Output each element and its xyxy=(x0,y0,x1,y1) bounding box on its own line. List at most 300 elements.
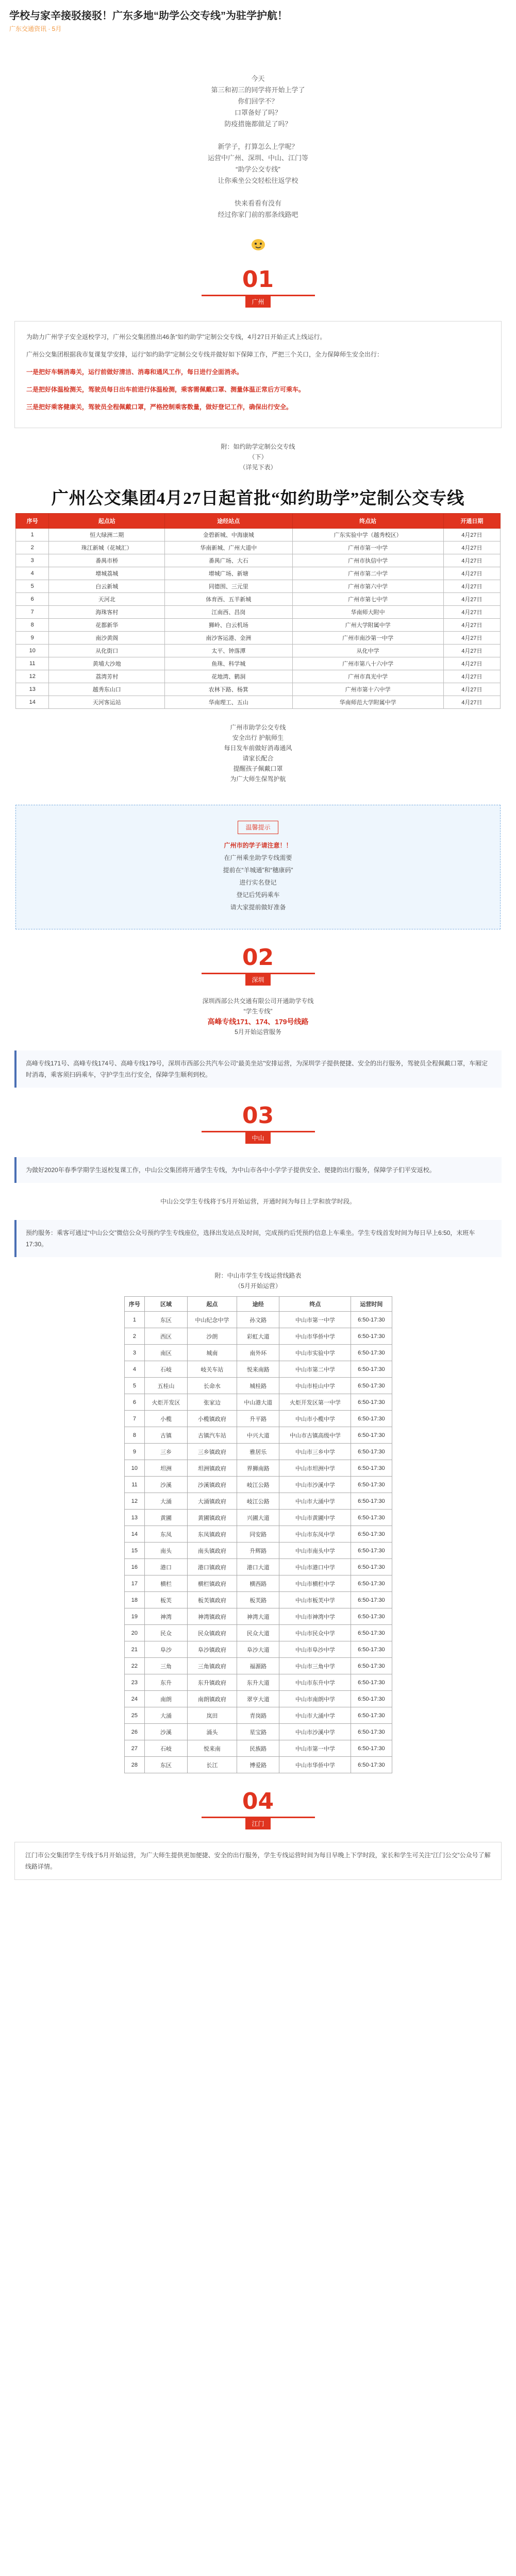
table-row xyxy=(16,657,501,670)
table-cell: 中山市小榄中学 xyxy=(279,1411,351,1427)
table-cell: 岐关车站 xyxy=(187,1361,237,1378)
table-cell: 小榄 xyxy=(145,1411,187,1427)
table-cell: 黄圃 xyxy=(145,1510,187,1526)
table-row xyxy=(124,1740,392,1757)
jiangmen-box: 江门市公交集团学生专线于5月开始运营，为广大师生提供更加便捷、安全的出行服务，学生专线运营时间为每日早晚上下学时段，家长和学生可关注“江门公交”公众号了解线路详情。 xyxy=(14,1842,502,1880)
table-row xyxy=(16,645,501,657)
table-cell: 中山市沙溪中学 xyxy=(279,1477,351,1493)
table-cell: 横栏镇政府 xyxy=(187,1575,237,1592)
text-line: 广州市助学公交专线 xyxy=(230,724,286,731)
section-02-header xyxy=(0,945,516,986)
column-header: 起点站 xyxy=(49,514,165,529)
table-cell: 从化中学 xyxy=(292,645,443,657)
table-cell: 悦来南 xyxy=(187,1740,237,1757)
table-cell: 6:50-17:30 xyxy=(351,1312,392,1328)
table-cell: 民众 xyxy=(145,1625,187,1641)
table-cell: 华南师大附中 xyxy=(292,606,443,619)
table-row xyxy=(124,1378,392,1394)
section-divider xyxy=(202,295,315,296)
table-cell: 广州市第七中学 xyxy=(292,593,443,606)
table-cell: 华南理工、五山 xyxy=(165,696,292,709)
table-cell: 7 xyxy=(124,1411,145,1427)
table-cell: 5 xyxy=(16,580,49,593)
table-cell: 中山市神湾中学 xyxy=(279,1608,351,1625)
table-cell: 翠亨大道 xyxy=(237,1691,279,1707)
table-cell: 中山市港口中学 xyxy=(279,1559,351,1575)
table-cell: 13 xyxy=(124,1510,145,1526)
table-cell: 海珠客村 xyxy=(49,606,165,619)
text-line: 安全出行 护航师生 xyxy=(232,734,284,741)
column-header: 途经 xyxy=(237,1297,279,1312)
table-cell: 升辉路 xyxy=(237,1543,279,1559)
table-cell: 中山市实验中学 xyxy=(279,1345,351,1361)
table-cell: 天河北 xyxy=(49,593,165,606)
table-cell: 广州市执信中学 xyxy=(292,554,443,567)
table-cell: 板芙 xyxy=(145,1592,187,1608)
table-cell: 6:50-17:30 xyxy=(351,1625,392,1641)
table-cell: 彩虹大道 xyxy=(237,1328,279,1345)
table-cell: 6:50-17:30 xyxy=(351,1641,392,1658)
table-cell: 4月27日 xyxy=(443,619,500,632)
table-cell: 港口 xyxy=(145,1559,187,1575)
table-cell: 6:50-17:30 xyxy=(351,1526,392,1543)
table-row xyxy=(124,1394,392,1411)
table-row xyxy=(124,1427,392,1444)
table-cell: 中山纪念中学 xyxy=(187,1312,237,1328)
table-cell: 港口镇政府 xyxy=(187,1559,237,1575)
table-cell: 6:50-17:30 xyxy=(351,1361,392,1378)
table-cell: 5 xyxy=(124,1378,145,1394)
table-cell: 2 xyxy=(16,541,49,554)
table-cell: 24 xyxy=(124,1691,145,1707)
table-cell: 广州市南沙第一中学 xyxy=(292,632,443,645)
table-cell: 沙朗 xyxy=(187,1328,237,1345)
table-row xyxy=(124,1444,392,1460)
table-cell: 28 xyxy=(124,1757,145,1773)
guangzhou-intro-box xyxy=(14,321,502,428)
table-cell: 荔湾芳村 xyxy=(49,670,165,683)
guangzhou-route-table xyxy=(15,513,501,709)
text-line: （详见下表） xyxy=(239,464,277,471)
table-cell: 东凤 xyxy=(145,1526,187,1543)
table-cell: 中山市三乡中学 xyxy=(279,1444,351,1460)
table-cell: 14 xyxy=(16,696,49,709)
table-cell: 中山市三角中学 xyxy=(279,1658,351,1674)
table-cell: 东区 xyxy=(145,1312,187,1328)
table-cell: 阜沙 xyxy=(145,1641,187,1658)
table-cell: 11 xyxy=(16,657,49,670)
table-cell: 6:50-17:30 xyxy=(351,1559,392,1575)
table-cell: 1 xyxy=(124,1312,145,1328)
table-cell: 五桂山 xyxy=(145,1378,187,1394)
shenzhen-lines xyxy=(0,996,516,1037)
table-cell: 神湾 xyxy=(145,1608,187,1625)
table-cell: 狮岭、白云机场 xyxy=(165,619,292,632)
table-cell: 4 xyxy=(16,567,49,580)
text-line: 为广大师生保驾护航 xyxy=(230,775,286,783)
table-cell: 广州市第十六中学 xyxy=(292,683,443,696)
table-cell: 中山市华侨中学 xyxy=(279,1757,351,1773)
table-cell: 中山港大道 xyxy=(237,1394,279,1411)
table-row xyxy=(124,1543,392,1559)
table-cell: 岚田 xyxy=(187,1707,237,1724)
intro-line: 新学子，打算怎么上学呢？ xyxy=(218,143,298,150)
table-row xyxy=(124,1575,392,1592)
table-cell: 中山市南朗中学 xyxy=(279,1691,351,1707)
table-row xyxy=(124,1691,392,1707)
table-cell: 悦来南路 xyxy=(237,1361,279,1378)
text-line: “学生专线” xyxy=(243,1008,273,1015)
table-cell: 板芙路 xyxy=(237,1592,279,1608)
table-cell: 21 xyxy=(124,1641,145,1658)
table-cell: 番禺市桥 xyxy=(49,554,165,567)
table-cell: 6:50-17:30 xyxy=(351,1510,392,1526)
table-cell: 沙溪 xyxy=(145,1724,187,1740)
table-row xyxy=(16,529,501,541)
section-number: 03 xyxy=(242,1103,274,1129)
table-cell: 火炬开发区第一中学 xyxy=(279,1394,351,1411)
table-cell: 金碧新城、中海康城 xyxy=(165,529,292,541)
table-cell: 6:50-17:30 xyxy=(351,1394,392,1411)
table-cell: 增城广场、新塘 xyxy=(165,567,292,580)
table-cell: 南区 xyxy=(145,1345,187,1361)
table-cell: 横栏 xyxy=(145,1575,187,1592)
intro-line xyxy=(0,130,516,141)
table-cell: 长江 xyxy=(187,1757,237,1773)
table-cell: 6:50-17:30 xyxy=(351,1592,392,1608)
table-row xyxy=(16,541,501,554)
intro-line: 第三和初三的同学将开始上学了 xyxy=(211,86,305,94)
table-cell: 4月27日 xyxy=(443,657,500,670)
table-cell: 6:50-17:30 xyxy=(351,1345,392,1361)
notice-line: 进行实名登记 xyxy=(239,879,277,886)
text-highlight: 高峰专线171、174、179号线路 xyxy=(207,1018,309,1026)
table-cell: 广州市第二中学 xyxy=(292,567,443,580)
table-row xyxy=(124,1493,392,1510)
section-tag: 中山 xyxy=(245,1132,270,1144)
table-cell: 华南新城、广州大道中 xyxy=(165,541,292,554)
section-number: 04 xyxy=(242,1788,274,1815)
column-header: 途经站点 xyxy=(165,514,292,529)
table-cell: 沙溪 xyxy=(145,1477,187,1493)
table-cell: 广州市第八十六中学 xyxy=(292,657,443,670)
table-cell: 6:50-17:30 xyxy=(351,1543,392,1559)
table-cell: 岐江公路 xyxy=(237,1493,279,1510)
table-cell: 4月27日 xyxy=(443,529,500,541)
table-row xyxy=(124,1477,392,1493)
notice-line: 登记后凭码乘车 xyxy=(236,891,280,899)
text-line: 5月开始运营服务 xyxy=(235,1028,281,1036)
table-cell: 25 xyxy=(124,1707,145,1724)
table-cell: 4月27日 xyxy=(443,606,500,619)
zhongshan-box-1: 为做好2020年春季学期学生返校复课工作，中山公交集团将开通学生专线，为中山市各中小学学子提供安全、便捷的出行服务，保障学子们平安返校。 xyxy=(14,1157,502,1183)
table-cell: 中山市第一中学 xyxy=(279,1740,351,1757)
table-row xyxy=(16,632,501,645)
table-cell: 18 xyxy=(124,1592,145,1608)
table-cell: 花地湾、鹤洞 xyxy=(165,670,292,683)
notice-line: 广州市的学子请注意！！ xyxy=(224,842,292,849)
zhongshan-box-2: 中山公交学生专线将于5月开始运营，开通时间为每日上学和放学时段。 xyxy=(160,1198,356,1205)
section-01-header xyxy=(0,267,516,308)
intro-line: 你们回学不？ xyxy=(238,97,278,105)
table-cell: 中山市东升中学 xyxy=(279,1674,351,1691)
mascot-icon xyxy=(249,236,267,251)
intro-line: 快来看看有没有 xyxy=(234,199,281,207)
table-cell: 沙溪镇政府 xyxy=(187,1477,237,1493)
table-cell: 石岐 xyxy=(145,1740,187,1757)
table-cell: 8 xyxy=(16,619,49,632)
notice-line: 提前在“羊城通”和“穗康码” xyxy=(223,867,293,874)
table-cell: 27 xyxy=(124,1740,145,1757)
table-cell: 中山市阜沙中学 xyxy=(279,1641,351,1658)
article-title: 学校与家辛接驳接驳！广东多地“助学公交专线”为驻学护航！ xyxy=(9,10,288,22)
table-cell: 广州市第六中学 xyxy=(292,580,443,593)
table-cell: 6:50-17:30 xyxy=(351,1460,392,1477)
table-cell: 三角镇政府 xyxy=(187,1658,237,1674)
notice-box xyxy=(15,805,501,929)
table-cell: 体育西、五羊新城 xyxy=(165,593,292,606)
shenzhen-box: 高峰专线171号、高峰专线174号、高峰专线179号，深圳市西部公共汽车公司“最美坐站”安排运营，为深圳学子提供便捷、安全的出行服务，驾驶员全程佩戴口罩，车厢定时消毒，乘客须扫码乘车，守护学生出行安全，保障学生顺利到校。 xyxy=(14,1050,502,1088)
table-cell: 南头 xyxy=(145,1543,187,1559)
table-cell: 三乡镇政府 xyxy=(187,1444,237,1460)
table-cell: 6:50-17:30 xyxy=(351,1691,392,1707)
table-cell: 华南师范大学附属中学 xyxy=(292,696,443,709)
table-row xyxy=(124,1674,392,1691)
table-cell: 同安路 xyxy=(237,1526,279,1543)
table-cell: 西区 xyxy=(145,1328,187,1345)
table-cell: 大涌 xyxy=(145,1493,187,1510)
table-cell: 6:50-17:30 xyxy=(351,1674,392,1691)
table-cell: 三乡 xyxy=(145,1444,187,1460)
table-cell: 6:50-17:30 xyxy=(351,1328,392,1345)
table-cell: 9 xyxy=(124,1444,145,1460)
table-cell: 广州市第一中学 xyxy=(292,541,443,554)
table-row xyxy=(16,670,501,683)
column-header: 开通日期 xyxy=(443,514,500,529)
table-cell: 13 xyxy=(16,683,49,696)
table-cell: 6:50-17:30 xyxy=(351,1493,392,1510)
table-row xyxy=(124,1707,392,1724)
table-cell: 4月27日 xyxy=(443,580,500,593)
table-cell: 6:50-17:30 xyxy=(351,1411,392,1427)
text-line: 提醒孩子佩戴口罩 xyxy=(233,765,283,772)
table-cell: 中山市横栏中学 xyxy=(279,1575,351,1592)
intro-line: 经过你家门前的那条线路吧 xyxy=(218,211,298,218)
table-cell: 博爱路 xyxy=(237,1757,279,1773)
zhongshan-table-title xyxy=(0,1270,516,1291)
table-cell: 6:50-17:30 xyxy=(351,1575,392,1592)
table-cell: 4月27日 xyxy=(443,645,500,657)
section-tag: 深圳 xyxy=(245,974,270,986)
table-row xyxy=(16,554,501,567)
intro-line: 今天 xyxy=(251,75,265,82)
table-cell: 南朗镇政府 xyxy=(187,1691,237,1707)
table-cell: 横西路 xyxy=(237,1575,279,1592)
article-meta[interactable]: 广东交通资讯 · 5月 xyxy=(9,25,62,32)
table-row xyxy=(124,1460,392,1477)
table-cell: 20 xyxy=(124,1625,145,1641)
table-row xyxy=(124,1312,392,1328)
table-cell: 4月27日 xyxy=(443,683,500,696)
table-row xyxy=(124,1724,392,1740)
section-number: 02 xyxy=(242,944,274,971)
table-row xyxy=(16,593,501,606)
table-cell: 中山市东凤中学 xyxy=(279,1526,351,1543)
text-line: 附：中山市学生专线运营线路表 xyxy=(214,1272,302,1279)
table-row xyxy=(124,1345,392,1361)
zhongshan-box-3: 预约服务：乘客可通过“中山公交”微信公众号预约学生专线座位，选择出发站点及时间，完成预约后凭预约信息上车乘坐。学生专线首发时间为每日早上6:50，末班车17:30。 xyxy=(14,1220,502,1257)
table-cell: 3 xyxy=(124,1345,145,1361)
table-cell: 6:50-17:30 xyxy=(351,1477,392,1493)
table-row xyxy=(124,1526,392,1543)
table-cell: 番禺广场、大石 xyxy=(165,554,292,567)
table-cell: 6 xyxy=(124,1394,145,1411)
table-cell: 中山市桂山中学 xyxy=(279,1378,351,1394)
table-cell: 中山市大涌中学 xyxy=(279,1707,351,1724)
column-header: 起点 xyxy=(187,1297,237,1312)
table-cell: 阜沙镇政府 xyxy=(187,1641,237,1658)
table-cell: 越秀东山口 xyxy=(49,683,165,696)
table-cell: 增城荔城 xyxy=(49,567,165,580)
column-header: 序号 xyxy=(124,1297,145,1312)
table-cell: 涌头 xyxy=(187,1724,237,1740)
table-cell: 6:50-17:30 xyxy=(351,1378,392,1394)
table-row xyxy=(16,580,501,593)
table-cell: 城南 xyxy=(187,1345,237,1361)
table-cell: 南头镇政府 xyxy=(187,1543,237,1559)
table-cell: 4 xyxy=(124,1361,145,1378)
table-cell: 恒大绿洲二期 xyxy=(49,529,165,541)
table-cell: 神湾镇政府 xyxy=(187,1608,237,1625)
column-header: 终点 xyxy=(279,1297,351,1312)
table-cell: 4月27日 xyxy=(443,541,500,554)
table-cell: 中兴大道 xyxy=(237,1427,279,1444)
table-cell: 小榄镇政府 xyxy=(187,1411,237,1427)
table-cell: 阜沙大道 xyxy=(237,1641,279,1658)
table-cell: 大涌 xyxy=(145,1707,187,1724)
table-cell: 青岗路 xyxy=(237,1707,279,1724)
table-row xyxy=(124,1361,392,1378)
table-cell: 16 xyxy=(124,1559,145,1575)
table-cell: 神湾大道 xyxy=(237,1608,279,1625)
column-header: 运营时间 xyxy=(351,1297,392,1312)
table-row xyxy=(124,1625,392,1641)
intro-line: 口罩备好了吗？ xyxy=(234,109,281,116)
paragraph-highlight: 二是把好体温检测关，驾驶员每日出车前进行体温检测，乘客需佩戴口罩、测量体温正常后方可乘车。 xyxy=(26,386,305,393)
section-tag: 江门 xyxy=(245,1818,270,1829)
table-cell: 广州市真光中学 xyxy=(292,670,443,683)
table-cell: 7 xyxy=(16,606,49,619)
table-cell: 4月27日 xyxy=(443,696,500,709)
guangzhou-after-lines xyxy=(0,722,516,784)
column-header: 终点站 xyxy=(292,514,443,529)
table-cell: 10 xyxy=(124,1460,145,1477)
table-cell: 10 xyxy=(16,645,49,657)
table-row xyxy=(16,567,501,580)
table-cell: 中山市沙溪中学 xyxy=(279,1724,351,1740)
table-cell: 中山市大涌中学 xyxy=(279,1493,351,1510)
table-cell: 珠江新城（花城汇） xyxy=(49,541,165,554)
table-cell: 6 xyxy=(16,593,49,606)
table-cell: 4月27日 xyxy=(443,632,500,645)
section-03-header xyxy=(0,1103,516,1144)
table-cell: 雅居乐 xyxy=(237,1444,279,1460)
table-cell: 孙文路 xyxy=(237,1312,279,1328)
table-cell: 9 xyxy=(16,632,49,645)
table-cell: 4月27日 xyxy=(443,554,500,567)
table-cell: 同德围、三元里 xyxy=(165,580,292,593)
table-cell: 农林下路、杨箕 xyxy=(165,683,292,696)
table-cell: 6:50-17:30 xyxy=(351,1444,392,1460)
text-line: 深圳西部公共交通有限公司开通助学专线 xyxy=(202,997,314,1005)
section-04-header xyxy=(0,1789,516,1829)
table-cell: 港口大道 xyxy=(237,1559,279,1575)
table-cell: 东凤镇政府 xyxy=(187,1526,237,1543)
table-cell: 15 xyxy=(124,1543,145,1559)
zhongshan-route-table xyxy=(124,1296,392,1773)
table-cell: 张家边 xyxy=(187,1394,237,1411)
table-row xyxy=(124,1411,392,1427)
table-cell: 广东实验中学（越秀校区） xyxy=(292,529,443,541)
table-cell: 6:50-17:30 xyxy=(351,1427,392,1444)
table-cell: 中山市板芙中学 xyxy=(279,1592,351,1608)
table-cell: 天河客运站 xyxy=(49,696,165,709)
section-divider xyxy=(202,1131,315,1132)
table-cell: 太平、钟落潭 xyxy=(165,645,292,657)
table-cell: 6:50-17:30 xyxy=(351,1757,392,1773)
table-cell: 2 xyxy=(124,1328,145,1345)
table-cell: 长命水 xyxy=(187,1378,237,1394)
table-cell: 江南西、昌岗 xyxy=(165,606,292,619)
table-cell: 中山市民众中学 xyxy=(279,1625,351,1641)
table-cell: 12 xyxy=(16,670,49,683)
table-cell: 大涌镇政府 xyxy=(187,1493,237,1510)
table-row xyxy=(124,1510,392,1526)
table-cell: 1 xyxy=(16,529,49,541)
paragraph: 广州公交集团根据我市复课复学安排，运行“如约助学”定制公交专线并做好如下保障工作，严把三个关口，全力保障师生安全出行： xyxy=(26,351,383,358)
table-cell: 东升 xyxy=(145,1674,187,1691)
table-cell: 兴圃大道 xyxy=(237,1510,279,1526)
table-row xyxy=(124,1608,392,1625)
table-cell: 中山市华侨中学 xyxy=(279,1328,351,1345)
table-cell: 中山市坦洲中学 xyxy=(279,1460,351,1477)
table-cell: 中山市第一中学 xyxy=(279,1312,351,1328)
column-header: 区域 xyxy=(145,1297,187,1312)
paragraph: 为助力广州学子安全返校学习，广州公交集团推出46条“如约助学”定制公交专线，4月27日开始正式上线运行。 xyxy=(26,333,326,341)
table-cell: 从化街口 xyxy=(49,645,165,657)
table-cell: 板芙镇政府 xyxy=(187,1592,237,1608)
table-cell: 坦洲镇政府 xyxy=(187,1460,237,1477)
table-cell: 14 xyxy=(124,1526,145,1543)
table-cell: 6:50-17:30 xyxy=(351,1658,392,1674)
table-cell: 12 xyxy=(124,1493,145,1510)
table-cell: 火炬开发区 xyxy=(145,1394,187,1411)
table-row xyxy=(124,1328,392,1345)
table-cell: 鱼珠、科学城 xyxy=(165,657,292,670)
section-tag: 广州 xyxy=(245,296,270,308)
table-cell: 广州大学附属中学 xyxy=(292,619,443,632)
table-cell: 福源路 xyxy=(237,1658,279,1674)
table-cell: 古镇 xyxy=(145,1427,187,1444)
table-cell: 4月27日 xyxy=(443,567,500,580)
table-cell: 11 xyxy=(124,1477,145,1493)
table-cell: 22 xyxy=(124,1658,145,1674)
table-cell: 民众镇政府 xyxy=(187,1625,237,1641)
text-line: 附：如约助学定制公交专线 xyxy=(221,443,295,450)
section-divider xyxy=(202,973,315,974)
intro-lines xyxy=(0,73,516,221)
table-cell: 坦洲 xyxy=(145,1460,187,1477)
